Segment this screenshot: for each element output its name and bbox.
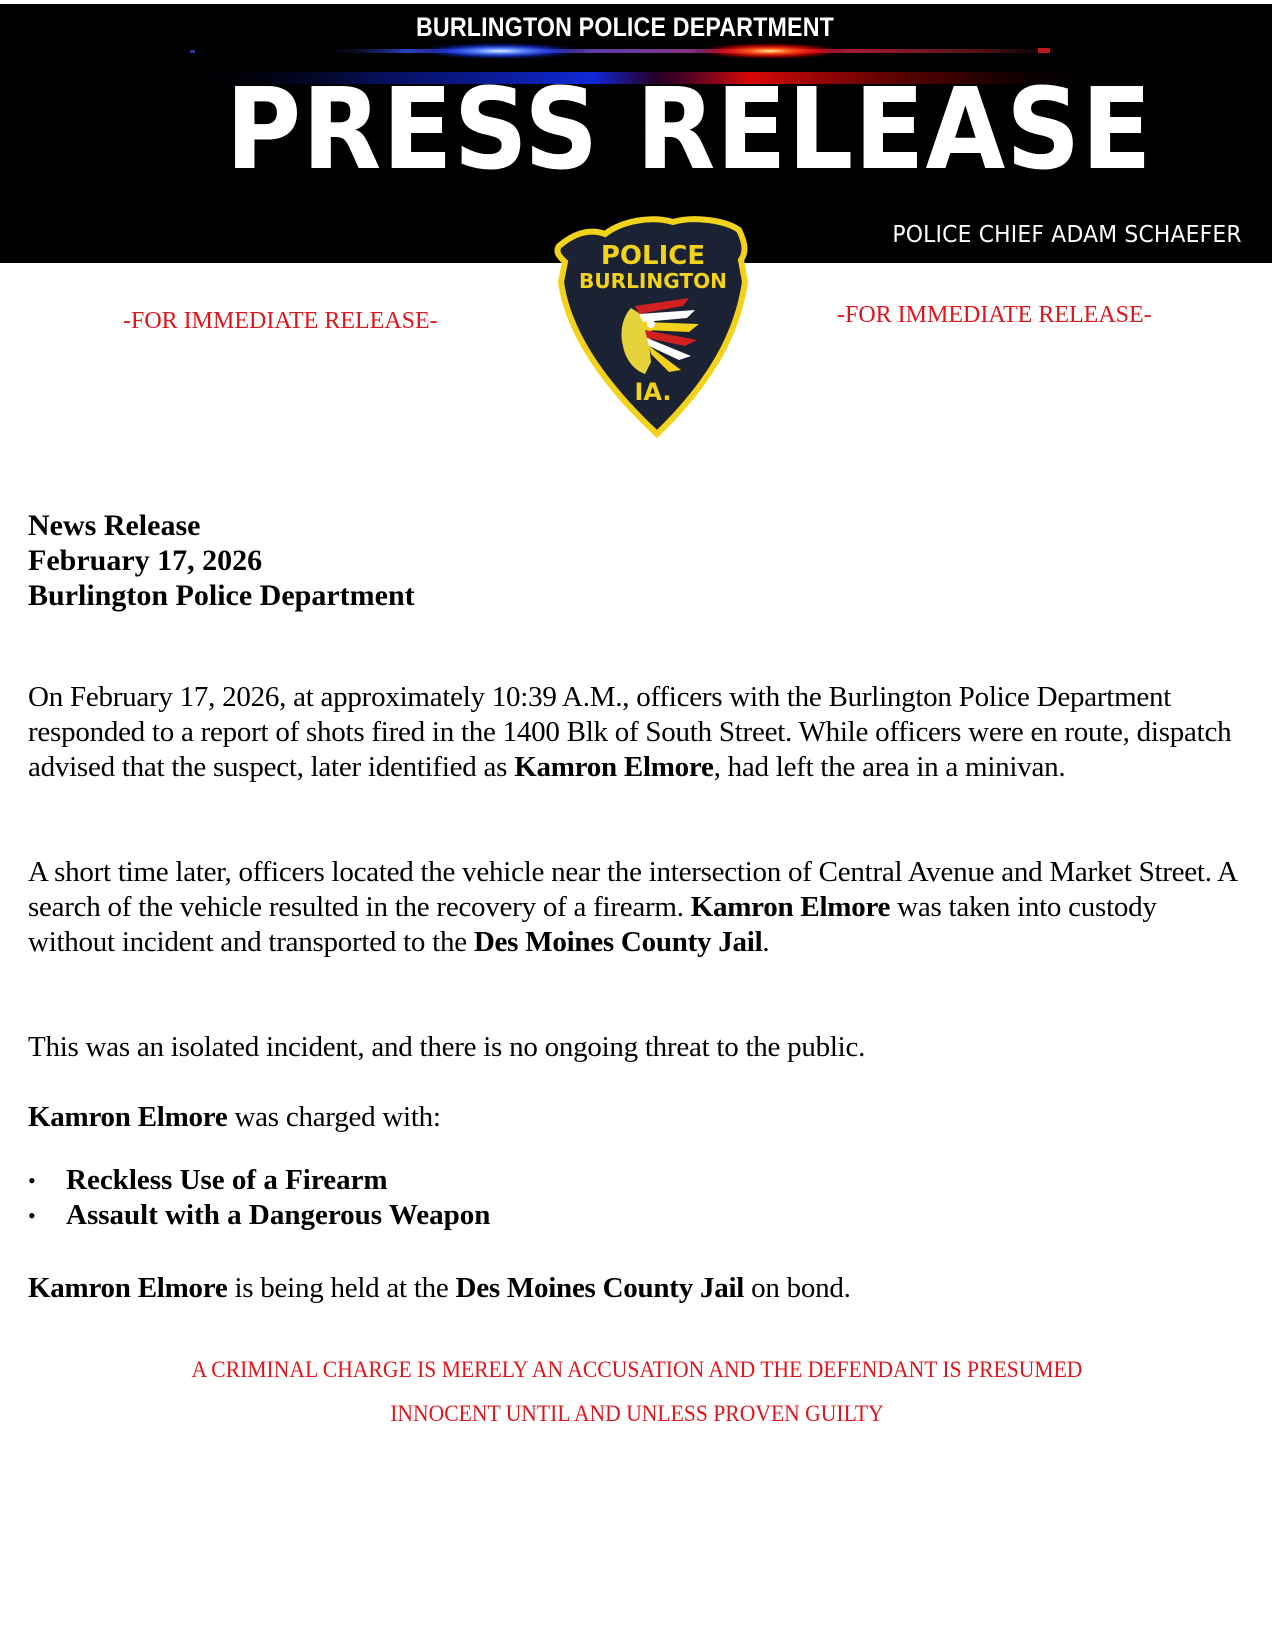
charge-item: [28, 1163, 490, 1198]
charge-text: Assault with a Dangerous Weapon: [66, 1199, 491, 1231]
immediate-release-label-left: -FOR IMMEDIATE RELEASE-: [123, 308, 438, 334]
suspect-name: Kamron Elmore: [690, 891, 891, 923]
text: .: [762, 926, 770, 958]
release-date: February 17, 2026: [28, 544, 263, 577]
suspect-name: Kamron Elmore: [28, 1272, 228, 1304]
immediate-release-label-right: -FOR IMMEDIATE RELEASE-: [837, 302, 1152, 328]
charges-list: [28, 1163, 490, 1233]
text: On February 17, 2026, at approximately 10:39 A.M., officers with the Burlington Police Department responded to a report of shots fired in the 1400 Blk of South Street. While officers were en route, dispatch advised that the suspect, later identified as: [28, 681, 1232, 783]
paragraph-no-threat: This was an isolated incident, and there is no ongoing threat to the public.: [28, 1031, 866, 1063]
text: A short time later, officers located the vehicle near the intersection of Central Avenue and Market Street. A search of the vehicle resulted in the recovery of a firearm.: [28, 856, 1237, 923]
text: is being held at the: [227, 1272, 456, 1304]
bullet-icon: •: [28, 1203, 36, 1228]
text: on bond.: [744, 1272, 851, 1304]
badge-text-state: IA.: [634, 378, 672, 406]
paragraph-arrest: [28, 855, 1248, 960]
release-type: News Release: [28, 509, 201, 542]
jail-name: Des Moines County Jail: [455, 1272, 745, 1304]
police-chief-name: POLICE CHIEF ADAM SCHAEFER: [892, 222, 1242, 248]
department-name: BURLINGTON POLICE DEPARTMENT: [415, 12, 835, 42]
police-badge-logo: [553, 212, 753, 438]
bullet-icon: •: [28, 1168, 36, 1193]
release-agency: Burlington Police Department: [28, 579, 415, 612]
badge-text-police: POLICE: [600, 241, 706, 271]
paragraph-custody-status: [28, 1271, 1248, 1306]
paragraph-incident: [28, 680, 1248, 785]
disclaimer-line-1: A CRIMINAL CHARGE IS MERELY AN ACCUSATION AND THE DEFENDANT IS PRESUMED: [191, 1357, 1083, 1382]
text: was taken into custody without incident and transported to the: [28, 891, 1157, 958]
release-meta: [28, 508, 415, 613]
charge-item: [28, 1198, 490, 1233]
suspect-name: Kamron Elmore: [28, 1101, 228, 1133]
text: , had left the area in a minivan.: [713, 751, 1066, 783]
suspect-name: Kamron Elmore: [514, 751, 714, 783]
disclaimer-line-2: INNOCENT UNTIL AND UNLESS PROVEN GUILTY: [390, 1401, 884, 1426]
press-release-title: PRESS RELEASE: [225, 65, 1153, 195]
paragraph-charged-with: [28, 1100, 1248, 1135]
badge-text-city: BURLINGTON: [579, 269, 727, 293]
jail-name: Des Moines County Jail: [473, 926, 763, 958]
charge-text: Reckless Use of a Firearm: [66, 1164, 388, 1196]
text: was charged with:: [227, 1101, 441, 1133]
